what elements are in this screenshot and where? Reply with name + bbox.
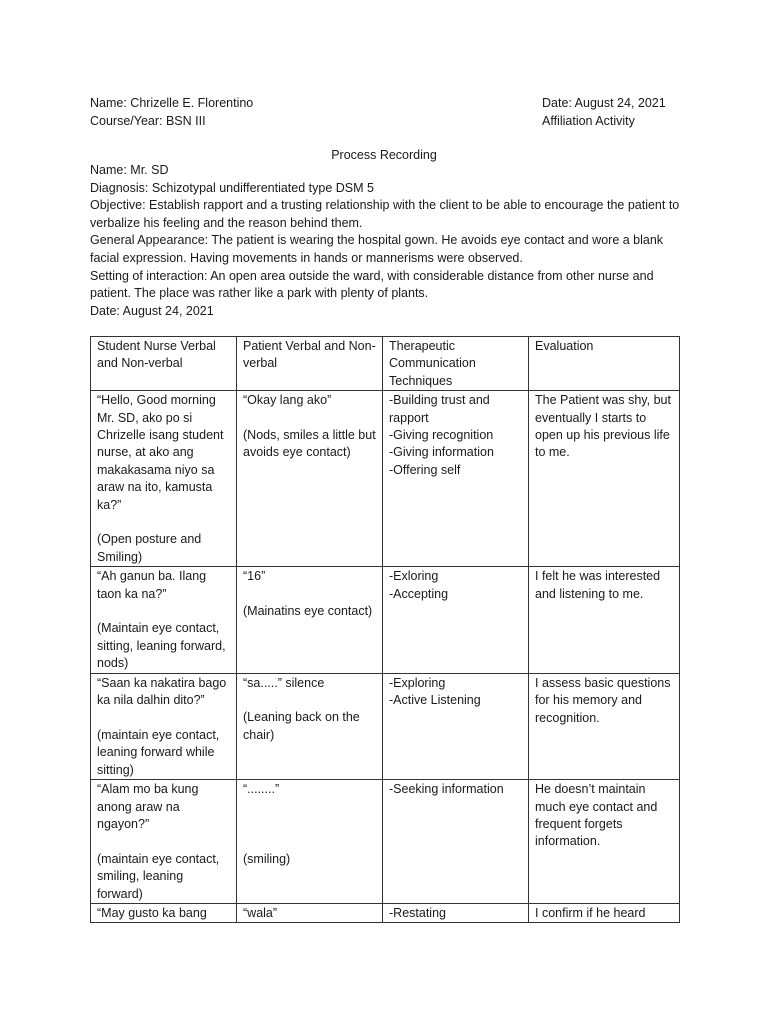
patient-nonverbal: (Leaning back on the chair) bbox=[243, 710, 360, 742]
patient-verbal: “sa.....” silence bbox=[243, 675, 325, 690]
technique-item: -Building trust and rapport bbox=[389, 393, 490, 425]
nurse-nonverbal: (maintain eye contact, smiling, leaning forward) bbox=[97, 851, 220, 901]
patient-cell bbox=[237, 567, 383, 673]
techniques-cell bbox=[383, 673, 529, 779]
evaluation-cell: The Patient was shy, but eventually I starts to open up his previous life to me. bbox=[529, 391, 680, 567]
header-evaluation: Evaluation bbox=[529, 337, 680, 391]
nurse-cell bbox=[91, 673, 237, 779]
process-recording-table bbox=[90, 336, 680, 923]
patient-nonverbal: (Mainatins eye contact) bbox=[243, 604, 373, 619]
evaluation-cell: I assess basic questions for his memory and recognition. bbox=[529, 673, 680, 779]
nurse-nonverbal: (maintain eye contact, leaning forward while sitting) bbox=[97, 727, 220, 777]
technique-item: -Exloring bbox=[389, 569, 439, 584]
nurse-cell bbox=[91, 391, 237, 567]
technique-item: -Exploring bbox=[389, 675, 446, 690]
table-row bbox=[91, 567, 680, 673]
nurse-verbal: “Alam mo ba kung anong araw na ngayon?” bbox=[97, 782, 199, 831]
nurse-cell: “May gusto ka bang bbox=[91, 903, 237, 922]
header-right bbox=[542, 94, 666, 130]
patient-name: Name: Mr. SD bbox=[90, 163, 169, 177]
evaluation-cell: I confirm if he heard bbox=[529, 903, 680, 922]
patient-verbal: “Okay lang ako” bbox=[243, 393, 332, 408]
table-row bbox=[91, 673, 680, 779]
techniques-cell bbox=[383, 567, 529, 673]
patient-nonverbal: (Nods, smiles a little but avoids eye contact) bbox=[243, 428, 376, 460]
nurse-nonverbal: (Open posture and Smiling) bbox=[97, 532, 202, 564]
patient-cell bbox=[237, 391, 383, 567]
evaluation-cell: I felt he was interested and listening to me. bbox=[529, 567, 680, 673]
patient-verbal: “16” bbox=[243, 569, 266, 584]
header-techniques: Therapeutic Communication Techniques bbox=[383, 337, 529, 391]
techniques-cell bbox=[383, 903, 529, 922]
table-header-row bbox=[91, 337, 680, 391]
diagnosis: Diagnosis: Schizotypal undifferentiated type DSM 5 bbox=[90, 180, 374, 195]
document-title: Process Recording bbox=[331, 148, 437, 162]
nurse-cell bbox=[91, 780, 237, 904]
technique-item: -Active Listening bbox=[389, 693, 481, 708]
nurse-verbal: “Saan ka nakatira bago ka nila dalhin dito?” bbox=[97, 675, 227, 708]
table-row bbox=[91, 391, 680, 567]
patient-cell: “wala” bbox=[237, 903, 383, 922]
patient-cell bbox=[237, 780, 383, 904]
nurse-nonverbal: (Maintain eye contact, sitting, leaning forward, nods) bbox=[97, 621, 226, 671]
technique-item: -Seeking information bbox=[389, 782, 504, 797]
technique-item: -Offering self bbox=[389, 462, 461, 477]
patient-nonverbal: (smiling) bbox=[243, 851, 291, 866]
nurse-verbal: “Hello, Good morning Mr. SD, ako po si Chrizelle isang student nurse, at ako ang makakasama niyo sa araw na ito, kamusta ka?” bbox=[97, 393, 224, 512]
table-row bbox=[91, 780, 680, 904]
table-row bbox=[91, 903, 680, 922]
header-left bbox=[90, 94, 253, 130]
techniques-cell bbox=[383, 391, 529, 567]
general-appearance: General Appearance: The patient is wearing the hospital gown. He avoids eye contact and wore a blank facial expression. Having movements in hands or mannerisms were observed. bbox=[90, 233, 664, 265]
techniques-cell bbox=[383, 780, 529, 904]
technique-item: -Accepting bbox=[389, 586, 449, 601]
patient-cell bbox=[237, 673, 383, 779]
patient-verbal: “........” bbox=[243, 782, 280, 797]
activity-label: Affiliation Activity bbox=[542, 114, 635, 128]
info-date: Date: August 24, 2021 bbox=[90, 303, 214, 318]
patient-info bbox=[90, 162, 680, 320]
objective: Objective: Establish rapport and a trusting relationship with the client to be able to encourage the patient to verbalize his feeling and the reason behind them. bbox=[90, 198, 680, 230]
nurse-verbal: “Ah ganun ba. Ilang taon ka na?” bbox=[97, 569, 207, 601]
header-date: Date: August 24, 2021 bbox=[542, 96, 666, 110]
setting-of-interaction: Setting of interaction: An open area outside the ward, with considerable distance from other nurse and patient. The place was rather like a park with plenty of plants. bbox=[90, 268, 654, 301]
nurse-cell bbox=[91, 567, 237, 673]
evaluation-cell: He doesn’t maintain much eye contact and frequent forgets information. bbox=[529, 780, 680, 904]
technique-item: -Giving recognition bbox=[389, 428, 494, 443]
header-patient: Patient Verbal and Non-verbal bbox=[237, 337, 383, 391]
technique-item: -Giving information bbox=[389, 445, 494, 460]
course-year: Course/Year: BSN III bbox=[90, 114, 206, 128]
student-name: Name: Chrizelle E. Florentino bbox=[90, 96, 254, 110]
header-nurse: Student Nurse Verbal and Non-verbal bbox=[91, 337, 237, 391]
technique-item: -Restating bbox=[389, 905, 446, 920]
